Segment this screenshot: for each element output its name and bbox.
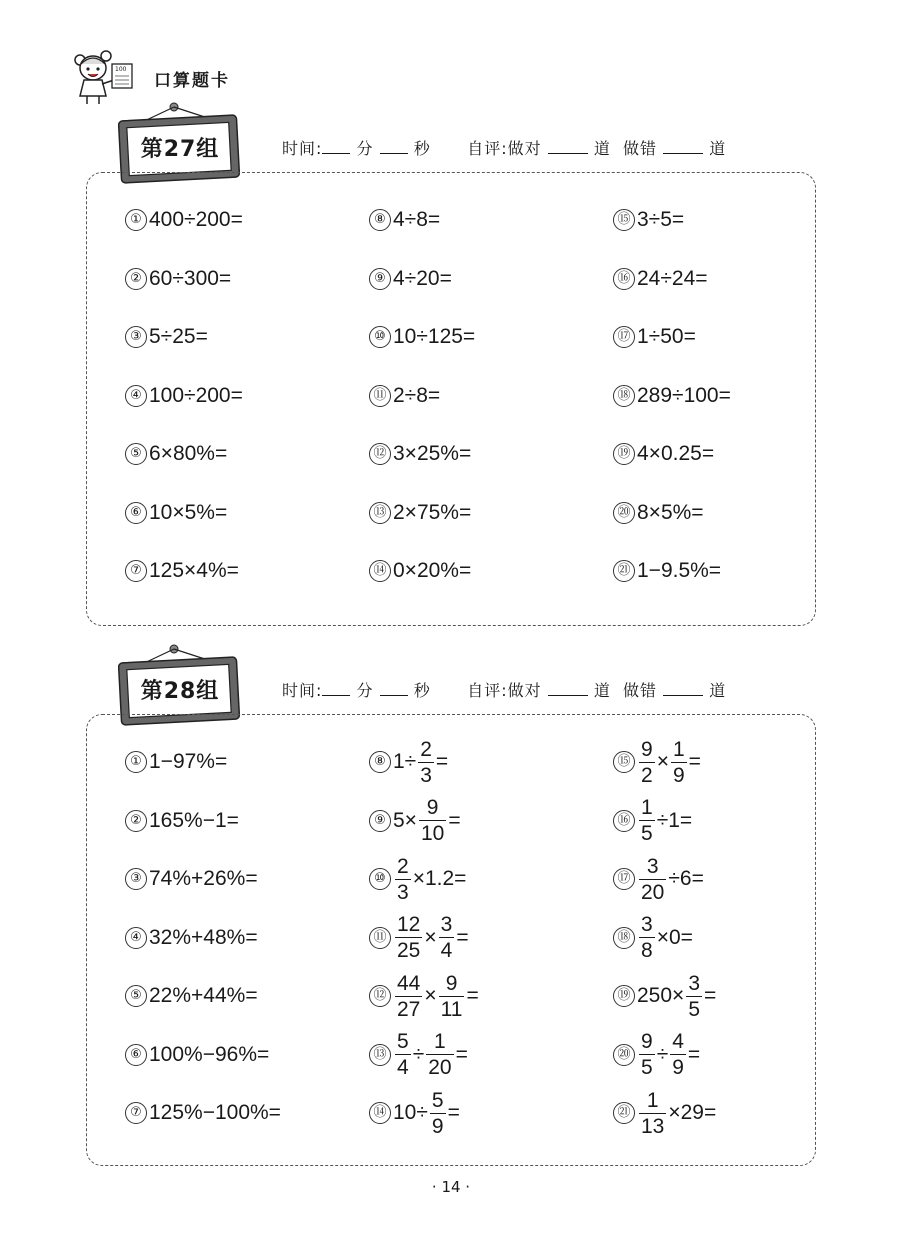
- expression-text: 100÷200=: [149, 383, 243, 407]
- numerator: 9: [426, 796, 439, 819]
- expression-text: =: [448, 808, 461, 832]
- correct-blank[interactable]: [548, 681, 588, 696]
- problem-expression: [637, 739, 701, 786]
- problem-box: [86, 714, 816, 1166]
- problem-item: [369, 971, 479, 1021]
- expression-text: =: [704, 984, 717, 1007]
- numerator: 9: [445, 971, 458, 995]
- problem-item: [613, 488, 704, 538]
- denominator: 3: [420, 763, 432, 787]
- fraction: [395, 914, 422, 961]
- expression-text: 24÷24=: [637, 266, 708, 290]
- numerator: 3: [440, 913, 453, 936]
- denominator: 4: [440, 939, 453, 962]
- problem-expression: [637, 973, 716, 1020]
- problem-item: [613, 737, 701, 787]
- expression-text: 1−9.5%=: [637, 559, 722, 582]
- problem-number: ②: [125, 810, 147, 832]
- problem-number: ⑬: [369, 1044, 391, 1066]
- fraction: [639, 856, 666, 903]
- problem-item: [613, 1088, 716, 1138]
- problem-number: ⑳: [613, 502, 635, 524]
- fraction: [439, 914, 455, 961]
- expression-text: 60÷300=: [149, 266, 232, 290]
- page-number: · 14 ·: [431, 1178, 471, 1196]
- problem-expression: [393, 973, 479, 1020]
- expression-text: 74%+26%=: [149, 867, 258, 890]
- problem-number: ⑪: [369, 927, 391, 949]
- problem-item: [369, 195, 440, 245]
- problem-expression: [637, 1090, 716, 1137]
- minute-label: 分: [356, 681, 374, 700]
- numerator: 9: [641, 737, 653, 761]
- expression-text: 289÷100=: [637, 383, 731, 407]
- problem-item: [125, 971, 258, 1021]
- problem-number: ㉑: [613, 560, 635, 582]
- expression-text: =: [687, 1042, 701, 1066]
- problem-item: [613, 796, 692, 846]
- problem-number: ⑧: [369, 209, 391, 231]
- problem-expression: [393, 739, 448, 786]
- page-header: [72, 46, 392, 106]
- expression-text: =: [688, 750, 701, 773]
- problem-expression: [393, 1031, 468, 1078]
- problem-number: ⑳: [613, 1044, 635, 1066]
- expression-text: 400÷200=: [149, 208, 243, 231]
- numerator: 2: [397, 854, 409, 878]
- problem-number: ⑲: [613, 443, 635, 465]
- expression-text: 1−97%=: [149, 750, 228, 773]
- problem-item: [125, 854, 258, 904]
- expression-text: ×1.2=: [412, 867, 467, 890]
- problem-expression: [637, 384, 731, 408]
- expression-text: 10÷125=: [393, 325, 476, 348]
- problem-expression: [149, 559, 239, 583]
- denominator: 13: [641, 1114, 665, 1138]
- expression-text: 125%−100%=: [149, 1101, 281, 1124]
- problem-expression: [393, 856, 466, 903]
- problem-number: ⑥: [125, 1044, 147, 1066]
- problem-item: [369, 913, 469, 963]
- problem-number: ⑪: [369, 385, 391, 407]
- numerator: 44: [397, 971, 421, 995]
- expression-text: 1÷50=: [637, 325, 696, 348]
- problem-item: [125, 195, 243, 245]
- time-label: 时间:: [282, 139, 323, 158]
- correct-blank[interactable]: [548, 139, 588, 154]
- self-eval-label: 自评:做对: [467, 681, 542, 700]
- numerator: 1: [672, 737, 685, 761]
- problem-expression: [393, 442, 471, 466]
- minute-label: 分: [356, 139, 374, 158]
- problem-expression: [393, 914, 469, 961]
- problem-expression: [637, 442, 714, 466]
- wrong-label: 做错: [623, 681, 658, 700]
- dao-label: 道: [593, 139, 611, 158]
- problem-item: [369, 1088, 460, 1138]
- problem-expression: [637, 1031, 700, 1078]
- numerator: 12: [397, 913, 421, 936]
- time-label: 时间:: [282, 681, 323, 700]
- expression-text: 8×5%=: [637, 500, 704, 524]
- problem-expression: [149, 984, 258, 1008]
- wrong-label: 做错: [623, 139, 658, 158]
- problem-item: [125, 913, 258, 963]
- problem-number: ⑯: [613, 810, 635, 832]
- problem-expression: [149, 750, 227, 774]
- second-label: 秒: [413, 139, 431, 158]
- problem-number: ⑰: [613, 326, 635, 348]
- expression-text: ×: [424, 925, 437, 949]
- expression-text: 0×20%=: [393, 559, 472, 582]
- wrong-blank[interactable]: [663, 681, 703, 696]
- problem-item: [125, 488, 227, 538]
- expression-text: 5×: [393, 808, 417, 832]
- expression-text: 3÷5=: [637, 208, 685, 231]
- problem-expression: [149, 267, 231, 291]
- problem-expression: [637, 208, 684, 232]
- denominator: 2: [641, 763, 653, 787]
- problem-item: [125, 1088, 281, 1138]
- problem-number: ⑨: [369, 268, 391, 290]
- fraction: [639, 739, 655, 786]
- numerator: 1: [641, 796, 653, 819]
- expression-text: =: [435, 750, 449, 773]
- problem-number: ⑮: [613, 751, 635, 773]
- denominator: 8: [641, 939, 653, 962]
- problem-number: ⑱: [613, 385, 635, 407]
- problem-item: [369, 546, 471, 596]
- numerator: 5: [397, 1030, 409, 1053]
- problem-item: [369, 429, 471, 479]
- problem-expression: [149, 384, 243, 408]
- expression-text: =: [455, 1042, 468, 1066]
- problem-expression: [637, 797, 692, 844]
- dao-label: 道: [709, 681, 727, 700]
- problem-item: [613, 254, 708, 304]
- numerator: 1: [646, 1088, 659, 1112]
- problem-number: ⑰: [613, 868, 635, 890]
- problem-number: ⑮: [613, 209, 635, 231]
- expression-text: ×: [656, 750, 669, 773]
- denominator: 5: [641, 822, 653, 845]
- minute-blank[interactable]: [322, 139, 350, 154]
- problem-expression: [393, 267, 452, 291]
- problem-item: [369, 371, 440, 421]
- problem-item: [613, 195, 684, 245]
- numerator: 1: [434, 1030, 446, 1053]
- problem-number: ⑧: [369, 751, 391, 773]
- denominator: 5: [641, 1056, 653, 1079]
- numerator: 3: [688, 971, 700, 995]
- fraction: [686, 973, 702, 1020]
- fraction: [639, 1090, 666, 1137]
- denominator: 4: [397, 1056, 409, 1079]
- dao-label: 道: [593, 681, 611, 700]
- problem-box: [86, 172, 816, 626]
- problem-item: [613, 1030, 700, 1080]
- page-title: 口算题卡: [154, 71, 230, 91]
- second-blank[interactable]: [380, 139, 408, 154]
- problem-number: ⑩: [369, 326, 391, 348]
- numerator: 9: [641, 1030, 653, 1053]
- fraction: [395, 973, 422, 1020]
- numerator: 4: [672, 1030, 684, 1053]
- expression-text: 165%−1=: [149, 808, 239, 832]
- expression-text: 1÷: [393, 750, 417, 773]
- expression-text: ÷: [412, 1042, 425, 1066]
- problem-expression: [393, 559, 471, 583]
- problem-number: ①: [125, 751, 147, 773]
- problem-item: [369, 488, 471, 538]
- time-and-self-eval: [282, 678, 726, 701]
- numerator: 3: [641, 913, 653, 936]
- problem-item: [125, 254, 231, 304]
- problem-item: [369, 737, 448, 787]
- problem-item: [125, 371, 243, 421]
- self-eval-label: 自评:做对: [467, 139, 542, 158]
- problem-item: [369, 312, 475, 362]
- problem-expression: [393, 797, 461, 844]
- girl-holding-paper-icon: [72, 46, 144, 108]
- problem-number: ⑨: [369, 810, 391, 832]
- problem-number: ⑤: [125, 443, 147, 465]
- numerator: 5: [431, 1088, 444, 1112]
- expression-text: ×29=: [668, 1101, 717, 1124]
- problem-number: ④: [125, 927, 147, 949]
- problem-expression: [393, 384, 440, 408]
- problem-expression: [637, 501, 704, 525]
- problem-number: ②: [125, 268, 147, 290]
- problem-expression: [393, 1090, 460, 1137]
- expression-text: ×0=: [656, 925, 693, 949]
- denominator: 3: [397, 880, 409, 904]
- expression-text: =: [466, 984, 479, 1007]
- expression-text: 6×80%=: [149, 442, 228, 465]
- expression-text: 250×: [637, 984, 685, 1007]
- problem-expression: [637, 267, 708, 291]
- problem-expression: [149, 442, 227, 466]
- fraction: [395, 1031, 411, 1078]
- problem-number: ⑲: [613, 985, 635, 1007]
- denominator: 20: [428, 1056, 452, 1079]
- problem-number: ⑱: [613, 927, 635, 949]
- expression-text: 4÷20=: [393, 266, 452, 290]
- fraction: [439, 973, 465, 1020]
- problem-expression: [149, 867, 258, 891]
- expression-text: =: [447, 1101, 460, 1124]
- problem-item: [369, 1030, 468, 1080]
- numerator: 2: [420, 737, 432, 761]
- problem-number: ㉑: [613, 1102, 635, 1124]
- problem-expression: [149, 809, 239, 833]
- denominator: 5: [688, 997, 700, 1021]
- expression-text: 4÷8=: [393, 208, 441, 231]
- problem-item: [125, 546, 239, 596]
- problem-expression: [637, 856, 704, 903]
- denominator: 27: [397, 997, 421, 1021]
- problem-item: [125, 312, 208, 362]
- problem-item: [125, 429, 227, 479]
- group-label: 第28组: [140, 679, 220, 704]
- problem-expression: [393, 208, 440, 232]
- problem-number: ⑦: [125, 1102, 147, 1124]
- problem-expression: [149, 926, 258, 950]
- expression-text: 3×25%=: [393, 442, 472, 465]
- denominator: 9: [672, 763, 685, 787]
- problem-item: [613, 971, 716, 1021]
- fraction: [671, 739, 687, 786]
- expression-text: ÷6=: [668, 867, 704, 890]
- expression-text: 22%+44%=: [149, 984, 258, 1007]
- numerator: 3: [646, 854, 659, 878]
- problem-expression: [393, 501, 471, 525]
- problem-item: [369, 796, 461, 846]
- problem-expression: [637, 559, 721, 583]
- problem-expression: [637, 325, 696, 349]
- expression-text: ÷1=: [656, 808, 693, 832]
- expression-text: 2÷8=: [393, 383, 441, 407]
- problem-number: ⑭: [369, 1102, 391, 1124]
- expression-text: 100%−96%=: [149, 1042, 270, 1066]
- problem-expression: [149, 1101, 281, 1125]
- expression-text: 10÷: [393, 1101, 428, 1124]
- expression-text: 5÷25=: [149, 325, 208, 348]
- fraction: [418, 739, 434, 786]
- fraction: [426, 1031, 453, 1078]
- problem-item: [613, 312, 696, 362]
- problem-item: [613, 546, 721, 596]
- problem-number: ⑤: [125, 985, 147, 1007]
- paper-score: 100: [115, 66, 127, 73]
- fraction: [670, 1031, 686, 1078]
- time-and-self-eval: [282, 136, 726, 159]
- problem-expression: [149, 208, 243, 232]
- fraction: [639, 797, 655, 844]
- problem-number: ①: [125, 209, 147, 231]
- expression-text: 125×4%=: [149, 559, 239, 582]
- group-label: 第27组: [140, 137, 220, 162]
- problem-expression: [149, 1043, 269, 1067]
- denominator: 10: [420, 822, 445, 845]
- dao-label: 道: [709, 139, 727, 158]
- denominator: 9: [672, 1056, 684, 1079]
- problem-item: [369, 254, 452, 304]
- problem-number: ③: [125, 326, 147, 348]
- expression-text: ÷: [656, 1042, 669, 1066]
- expression-text: 32%+48%=: [149, 925, 258, 949]
- fraction: [639, 914, 655, 961]
- problem-item: [125, 737, 227, 787]
- denominator: 9: [431, 1114, 444, 1138]
- problem-item: [613, 854, 704, 904]
- second-label: 秒: [413, 681, 431, 700]
- problem-number: ⑩: [369, 868, 391, 890]
- problem-number: ⑬: [369, 502, 391, 524]
- problem-expression: [149, 501, 227, 525]
- fraction: [419, 797, 446, 844]
- problem-number: ⑥: [125, 502, 147, 524]
- expression-text: 10×5%=: [149, 500, 228, 524]
- expression-text: 4×0.25=: [637, 442, 715, 465]
- problem-item: [125, 1030, 269, 1080]
- denominator: 11: [440, 997, 463, 1021]
- problem-number: ⑦: [125, 560, 147, 582]
- expression-text: ×: [424, 984, 437, 1007]
- expression-text: =: [456, 925, 469, 949]
- problem-number: ⑭: [369, 560, 391, 582]
- denominator: 20: [641, 880, 665, 904]
- minute-blank[interactable]: [322, 681, 350, 696]
- problem-item: [613, 913, 693, 963]
- problem-expression: [637, 914, 693, 961]
- problem-number: ⑯: [613, 268, 635, 290]
- fraction: [639, 1031, 655, 1078]
- problem-number: ⑫: [369, 985, 391, 1007]
- problem-item: [613, 371, 731, 421]
- problem-number: ④: [125, 385, 147, 407]
- problem-expression: [393, 325, 475, 349]
- problem-item: [369, 854, 466, 904]
- wrong-blank[interactable]: [663, 139, 703, 154]
- fraction: [395, 856, 411, 903]
- problem-expression: [149, 325, 208, 349]
- denominator: 25: [397, 939, 421, 962]
- second-blank[interactable]: [380, 681, 408, 696]
- problem-number: ⑫: [369, 443, 391, 465]
- problem-item: [613, 429, 714, 479]
- fraction: [430, 1090, 446, 1137]
- problem-number: ③: [125, 868, 147, 890]
- expression-text: 2×75%=: [393, 500, 472, 524]
- problem-item: [125, 796, 239, 846]
